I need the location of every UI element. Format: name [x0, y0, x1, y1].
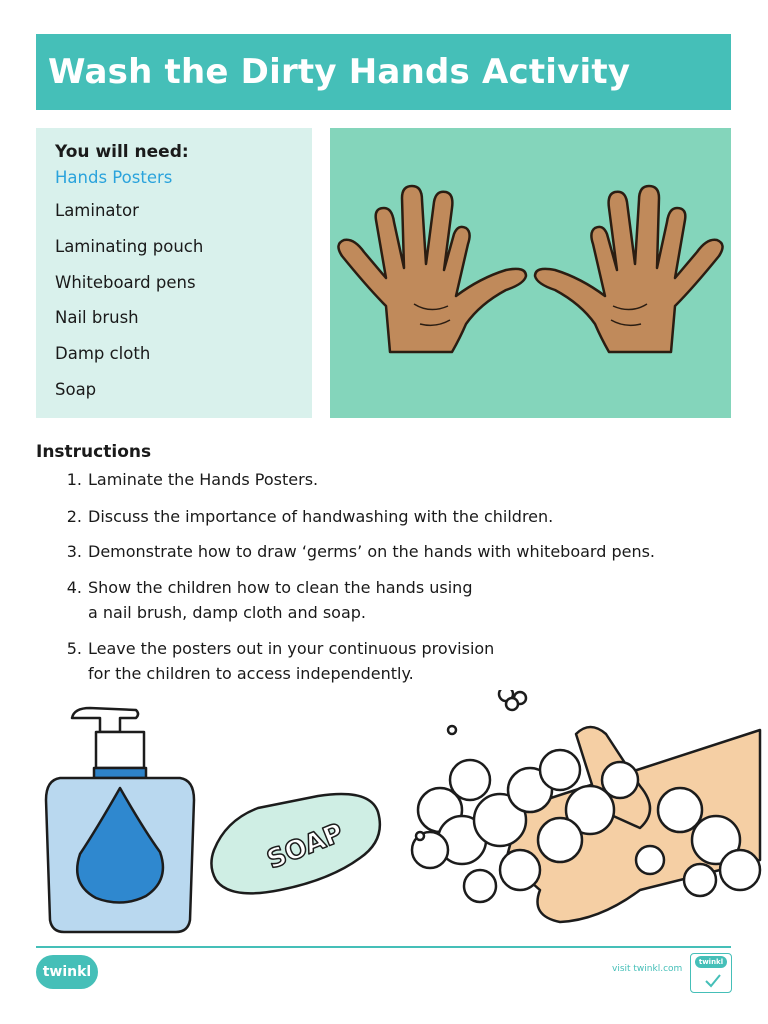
right-hand-icon [535, 186, 723, 352]
hands-illustration-panel [330, 128, 731, 418]
soap-bar-label: SOAP [262, 817, 348, 876]
step-text: Show the children how to clean the hands using [88, 578, 473, 597]
step-text: Discuss the importance of handwashing with the children. [88, 507, 554, 526]
needs-item: Damp cloth [55, 344, 151, 364]
footer-divider [36, 946, 731, 948]
soapy-hands-icon [412, 690, 760, 922]
needs-item: Laminating pouch [55, 236, 204, 256]
instruction-step [60, 575, 760, 625]
twinkl-logo[interactable]: twinkl [36, 955, 98, 989]
step-text-line-2: a nail brush, damp cloth and soap. [88, 603, 367, 622]
step-text: Leave the posters out in your continuous provision [88, 639, 495, 658]
soap-dispenser-icon [46, 708, 194, 932]
you-will-need-box [36, 128, 312, 418]
needs-item: Nail brush [55, 308, 139, 328]
needs-item: Laminator [55, 201, 139, 220]
left-hand-icon [338, 186, 526, 352]
page-title: Wash the Dirty Hands Activity [48, 52, 631, 92]
title-banner [36, 34, 731, 110]
step-text: Demonstrate how to draw ‘germs’ on the hands with whiteboard pens. [88, 542, 656, 561]
you-will-need-heading: You will need: [55, 142, 189, 162]
needs-item: Whiteboard pens [55, 272, 196, 292]
step-text: Laminate the Hands Posters. [88, 470, 319, 489]
step-number: 4. [66, 578, 82, 597]
open-hands-illustration [330, 128, 731, 418]
step-number: 5. [66, 639, 82, 658]
step-number: 1. [66, 470, 82, 489]
washing-illustration [0, 690, 768, 940]
needs-item: Soap [55, 379, 97, 399]
step-text-line-2: for the children to access independently. [88, 664, 414, 683]
soap-bar-icon [211, 794, 379, 893]
check-icon [692, 969, 732, 993]
needs-list [55, 167, 312, 415]
instruction-step [60, 636, 760, 686]
step-number: 3. [66, 542, 82, 561]
badge-logo-text: twinkl [695, 956, 727, 968]
visit-website-link[interactable]: visit twinkl.com [612, 964, 683, 974]
quality-badge-icon [690, 953, 732, 993]
needs-item-hands-posters-link[interactable]: Hands Posters [55, 168, 173, 187]
step-number: 2. [66, 507, 82, 526]
instructions-heading: Instructions [36, 442, 152, 462]
